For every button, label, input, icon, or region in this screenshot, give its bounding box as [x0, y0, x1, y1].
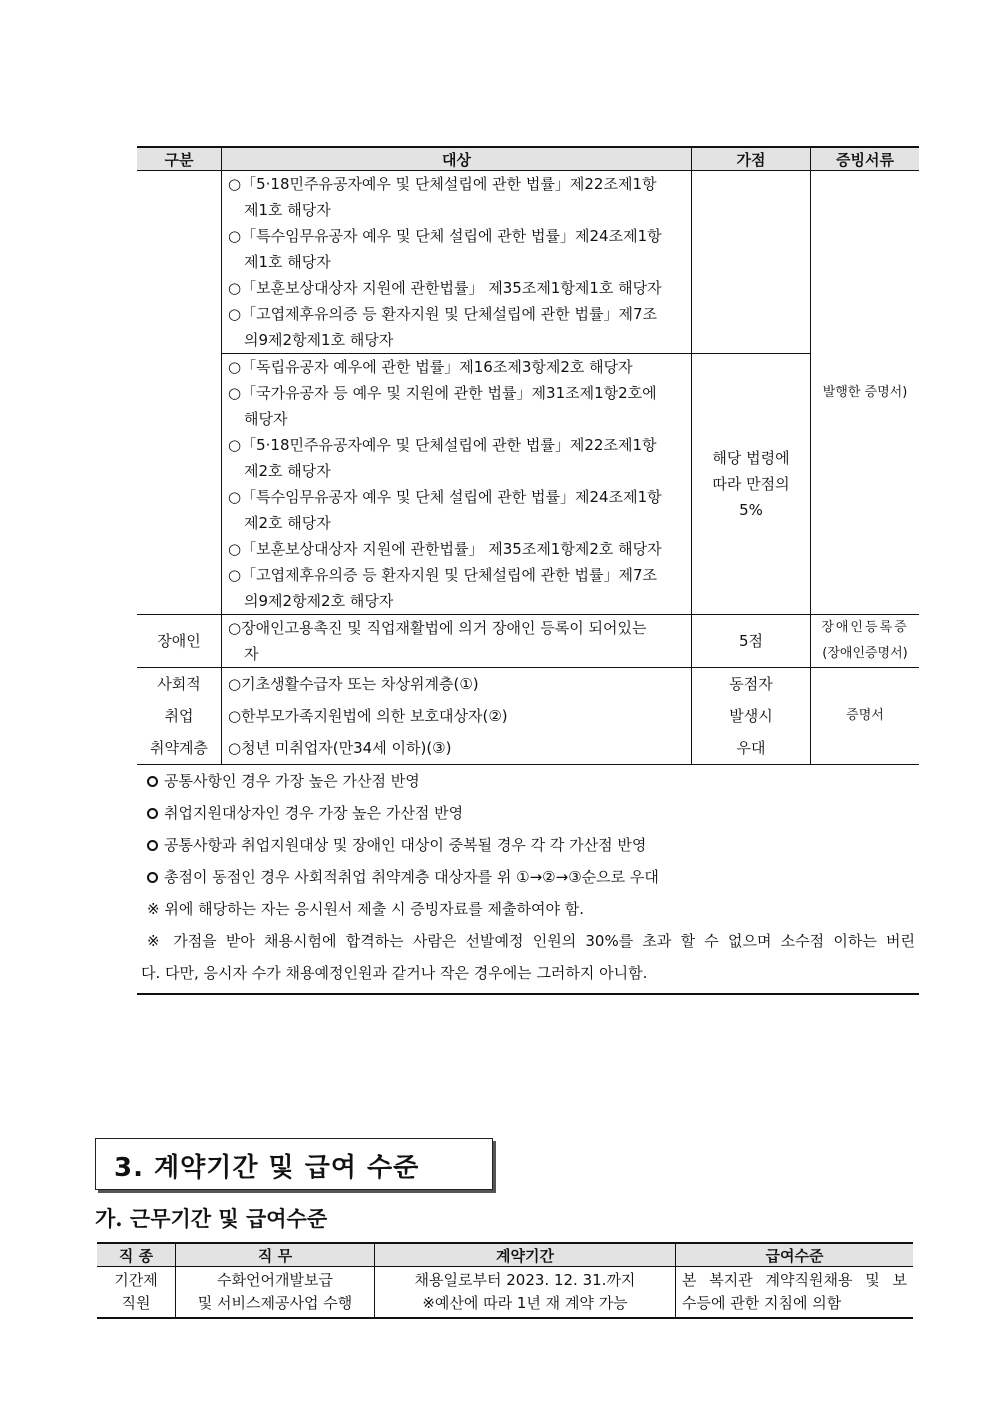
merit-documents: 발행한 증명서)	[811, 171, 920, 615]
section-title: 3. 계약기간 및 급여 수준	[114, 1153, 420, 1183]
header-job-type: 직 종	[97, 1243, 176, 1267]
header-category: 구분	[137, 147, 222, 171]
header-pay: 급여수준	[676, 1243, 914, 1267]
table-row-merit-b	[137, 354, 919, 615]
disabled-category: 장애인	[137, 615, 222, 668]
header-target: 대상	[222, 147, 692, 171]
table-row-social	[137, 668, 919, 765]
list-item: ○「독립유공자 예우에 관한 법률」제16조제3항제2호 해당자	[228, 358, 633, 376]
points-line: 따라 만점의	[712, 475, 790, 493]
list-item-cont: 제1호 해당자	[244, 201, 331, 219]
contract-table	[97, 1242, 913, 1319]
list-item-cont: 의9제2항제2호 해당자	[244, 592, 394, 610]
pay-line: 수등에 관한 지침에 의함	[682, 1294, 842, 1312]
social-documents: 증명서	[811, 668, 920, 765]
social-category	[137, 668, 222, 765]
social-targets	[222, 668, 692, 765]
circle-bullet-icon	[147, 776, 158, 787]
header-documents: 증빙서류	[811, 147, 920, 171]
social-category-line: 취업	[164, 707, 194, 725]
disabled-doc-1: 장애인등록증	[821, 620, 909, 635]
period-cell	[375, 1267, 676, 1319]
note-text: 공통사항과 취업지원대상 및 장애인 대상이 중복될 경우 각 각 가산점 반영	[164, 836, 647, 854]
note-item	[141, 829, 915, 861]
header-points: 가점	[692, 147, 811, 171]
period-line: ※예산에 따라 1년 재 계약 가능	[422, 1294, 628, 1312]
merit-category-cell	[137, 171, 222, 615]
table-header-row	[97, 1243, 913, 1267]
note-text: 공통사항인 경우 가장 높은 가산점 반영	[164, 772, 420, 790]
pay-line: 본 복지관 계약직원채용 및 보	[682, 1271, 907, 1289]
pay-cell	[676, 1267, 914, 1319]
header-period: 계약기간	[375, 1243, 676, 1267]
note-text: 취업지원대상자인 경우 가장 높은 가산점 반영	[164, 804, 464, 822]
list-item: ○「특수임무유공자 예우 및 단체 설립에 관한 법률」제24조제1항	[228, 488, 662, 506]
list-item: ○「5·18민주유공자예우 및 단체설립에 관한 법률」제22조제1항	[228, 175, 657, 193]
list-item: ○「특수임무유공자 예우 및 단체 설립에 관한 법률」제24조제1항	[228, 227, 662, 245]
list-item-cont: 제1호 해당자	[244, 253, 331, 271]
list-item: ○청년 미취업자(만34세 이하)(③)	[228, 739, 452, 757]
note-text: 총점이 동점인 경우 사회적취업 취약계층 대상자를 위 ①→②→③순으로 우대	[164, 868, 659, 886]
table-row-disabled	[137, 615, 919, 668]
disabled-target-text: ○장애인고용촉진 및 직업재활법에 의거 장애인 등록이 되어있는	[228, 619, 647, 637]
notes-cell	[137, 765, 919, 995]
note-item	[141, 861, 915, 893]
points-line: 우대	[736, 739, 766, 757]
table-header-row	[137, 147, 919, 171]
duty-line: 수화언어개발보급	[217, 1271, 333, 1289]
disabled-doc-2: (장애인증명서)	[822, 646, 908, 661]
list-item-cont: 제2호 해당자	[244, 462, 331, 480]
disabled-points: 5점	[692, 615, 811, 668]
points-line: 5%	[739, 501, 763, 519]
social-category-line: 사회적	[157, 675, 201, 693]
bonus-points-table	[137, 146, 919, 995]
section-heading-box	[95, 1138, 493, 1190]
remark-2a: ※ 가점을 받아 채용시험에 합격하는 사람은 선발예정 인원의 30%를 초과 할 수 없으며 소수점 이하는 버린	[147, 932, 915, 950]
circle-bullet-icon	[147, 808, 158, 819]
list-item-cont: 제2호 해당자	[244, 514, 331, 532]
points-line: 해당 법령에	[712, 449, 790, 467]
list-item-cont: 해당자	[244, 410, 288, 428]
disabled-documents	[811, 615, 920, 668]
job-type-line: 기간제	[114, 1271, 158, 1289]
job-type-line: 직원	[121, 1294, 151, 1312]
list-item: ○「보훈보상대상자 지원에 관한법률」 제35조제1항제2호 해당자	[228, 540, 662, 558]
remark-1: ※ 위에 해당하는 자는 응시원서 제출 시 증빙자료를 제출하여야 함.	[147, 900, 584, 918]
list-item: ○「국가유공자 등 예우 및 지원에 관한 법률」제31조제1항2호에	[228, 384, 657, 402]
social-category-line: 취약계층	[150, 739, 208, 757]
points-line: 동점자	[729, 675, 773, 693]
note-item	[141, 797, 915, 829]
points-line: 발생시	[729, 707, 773, 725]
note-item	[141, 765, 915, 797]
list-item: ○「고엽제후유의증 등 환자지원 및 단체설립에 관한 법률」제7조	[228, 305, 658, 323]
list-item: ○「5·18민주유공자예우 및 단체설립에 관한 법률」제22조제1항	[228, 436, 657, 454]
merit-b-targets	[222, 354, 692, 615]
social-points	[692, 668, 811, 765]
list-item: ○기초생활수급자 또는 차상위계층(①)	[228, 675, 479, 693]
table-row	[97, 1267, 913, 1319]
duty-cell	[176, 1267, 375, 1319]
circle-bullet-icon	[147, 872, 158, 883]
duty-line: 및 서비스제공사업 수행	[197, 1294, 353, 1312]
list-item: ○「보훈보상대상자 지원에 관한법률」 제35조제1항제1호 해당자	[228, 279, 662, 297]
header-duty: 직 무	[176, 1243, 375, 1267]
merit-a-targets	[222, 171, 692, 354]
list-item-cont: 의9제2항제1호 해당자	[244, 331, 394, 349]
list-item: ○「고엽제후유의증 등 환자지원 및 단체설립에 관한 법률」제7조	[228, 566, 658, 584]
merit-a-points	[692, 171, 811, 354]
period-line: 채용일로부터 2023. 12. 31.까지	[414, 1271, 636, 1289]
circle-bullet-icon	[147, 840, 158, 851]
list-item: ○한부모가족지원법에 의한 보호대상자(②)	[228, 707, 508, 725]
notes-row	[137, 765, 919, 995]
disabled-target-cont: 자	[244, 645, 259, 663]
merit-b-points	[692, 354, 811, 615]
disabled-target	[222, 615, 692, 668]
table-row-merit-a	[137, 171, 919, 354]
job-type-cell	[97, 1267, 176, 1319]
remark-2b: 다. 다만, 응시자 수가 채용예정인원과 같거나 작은 경우에는 그러하지 아니함.	[141, 964, 648, 982]
section-subtitle: 가. 근무기간 및 급여수준	[95, 1206, 328, 1231]
